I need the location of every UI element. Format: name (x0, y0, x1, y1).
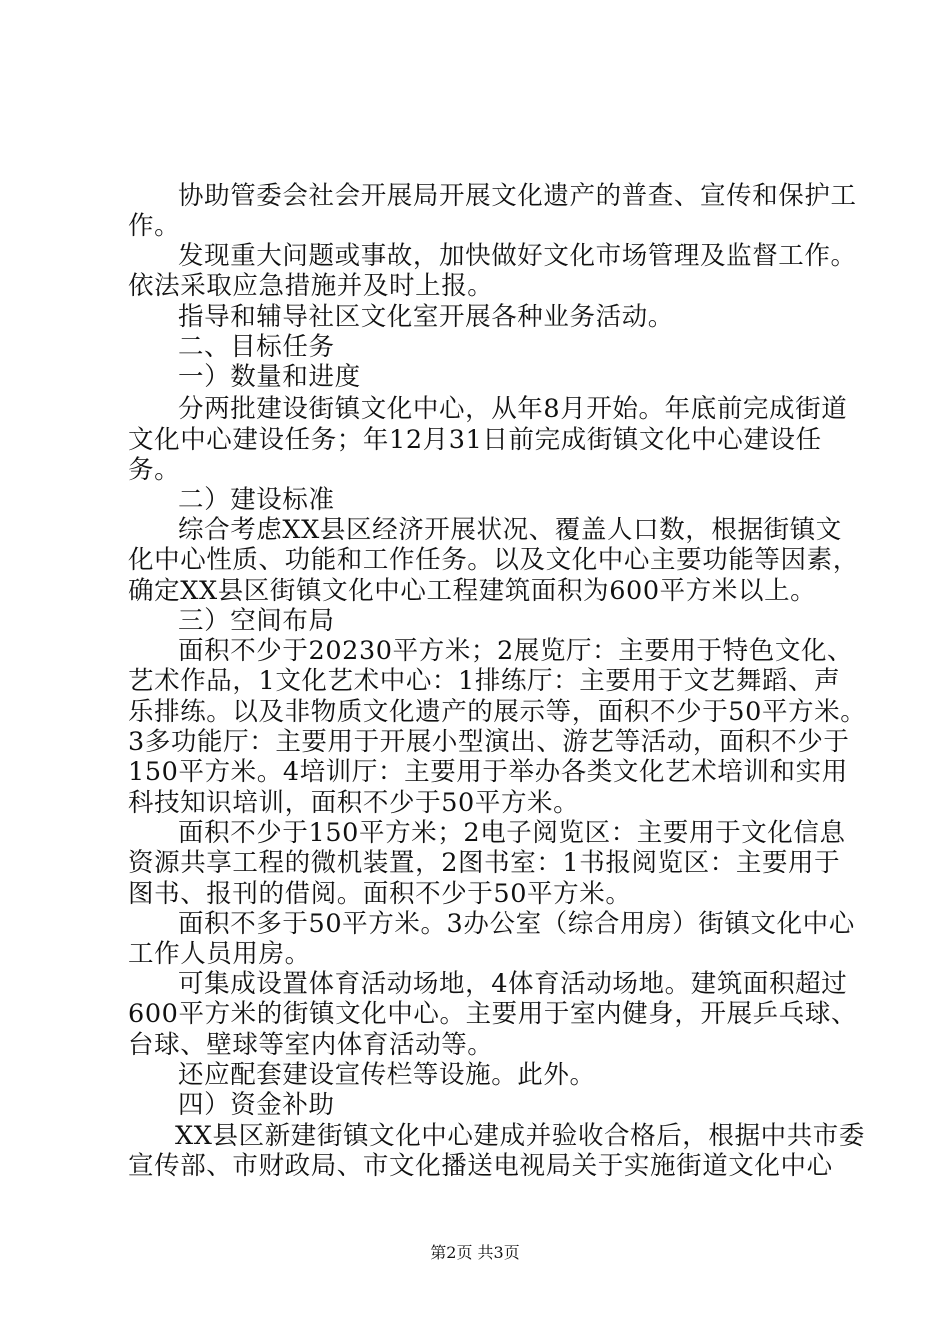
subsection-heading: 一）数量和进度 (178, 362, 361, 392)
paragraph-line: 务。 (128, 455, 181, 485)
subsection-heading: 四）资金补助 (178, 1090, 335, 1120)
paragraph-line: 科技知识培训，面积不少于50平方米。 (128, 788, 580, 818)
paragraph-line: 资源共享工程的微机装置，2图书室：1书报阅览区：主要用于 (128, 848, 841, 878)
paragraph-line: 综合考虑XX县区经济开展状况、覆盖人口数，根据街镇文 (178, 515, 842, 545)
page-number-footer: 第2页 共3页 (430, 1243, 520, 1262)
paragraph-line: 化中心性质、功能和工作任务。以及文化中心主要功能等因素， (128, 545, 859, 575)
paragraph-line: 还应配套建设宣传栏等设施。此外。 (178, 1060, 596, 1090)
paragraph-line: 协助管委会社会开展局开展文化遗产的普查、宣传和保护工 (178, 181, 857, 211)
paragraph-line: 图书、报刊的借阅。面积不少于50平方米。 (128, 879, 632, 909)
section-heading: 二、目标任务 (178, 332, 335, 362)
paragraph-line: 面积不少于150平方米；2电子阅览区：主要用于文化信息 (178, 818, 846, 848)
paragraph-line: 文化中心建设任务；年12月31日前完成街镇文化中心建设任 (128, 425, 822, 455)
paragraph-line: XX县区新建街镇文化中心建成并验收合格后，根据中共市委 (175, 1121, 866, 1151)
paragraph-line: 150平方米。4培训厅：主要用于举办各类文化艺术培训和实用 (128, 757, 848, 787)
paragraph-line: 乐排练。以及非物质文化遗产的展示等，面积不少于50平方米。 (128, 697, 867, 727)
paragraph-line: 作。 (128, 211, 181, 241)
paragraph-line: 发现重大问题或事故，加快做好文化市场管理及监督工作。 (178, 241, 857, 271)
paragraph-line: 面积不多于50平方米。3办公室（综合用房）街镇文化中心 (178, 909, 855, 939)
paragraph-line: 面积不少于20230平方米；2展览厅：主要用于特色文化、 (178, 636, 854, 666)
subsection-heading: 二）建设标准 (178, 485, 335, 515)
paragraph-line: 指导和辅导社区文化室开展各种业务活动。 (178, 302, 674, 332)
paragraph-line: 工作人员用房。 (128, 939, 311, 969)
paragraph-line: 宣传部、市财政局、市文化播送电视局关于实施街道文化中心 (128, 1151, 833, 1181)
paragraph-line: 台球、壁球等室内体育活动等。 (128, 1030, 494, 1060)
paragraph-line: 确定XX县区街镇文化中心工程建筑面积为600平方米以上。 (128, 576, 817, 606)
paragraph-line: 600平方米的街镇文化中心。主要用于室内健身，开展乒乓球、 (128, 999, 858, 1029)
subsection-heading: 三）空间布局 (178, 606, 335, 636)
paragraph-line: 艺术作品，1文化艺术中心：1排练厅：主要用于文艺舞蹈、声 (128, 666, 841, 696)
paragraph-line: 依法采取应急措施并及时上报。 (128, 271, 494, 301)
paragraph-line: 可集成设置体育活动场地，4体育活动场地。建筑面积超过 (178, 969, 848, 999)
paragraph-line: 3多功能厅：主要用于开展小型演出、游艺等活动，面积不少于 (128, 727, 850, 757)
paragraph-line: 分两批建设街镇文化中心，从年8月开始。年底前完成街道 (178, 394, 848, 424)
